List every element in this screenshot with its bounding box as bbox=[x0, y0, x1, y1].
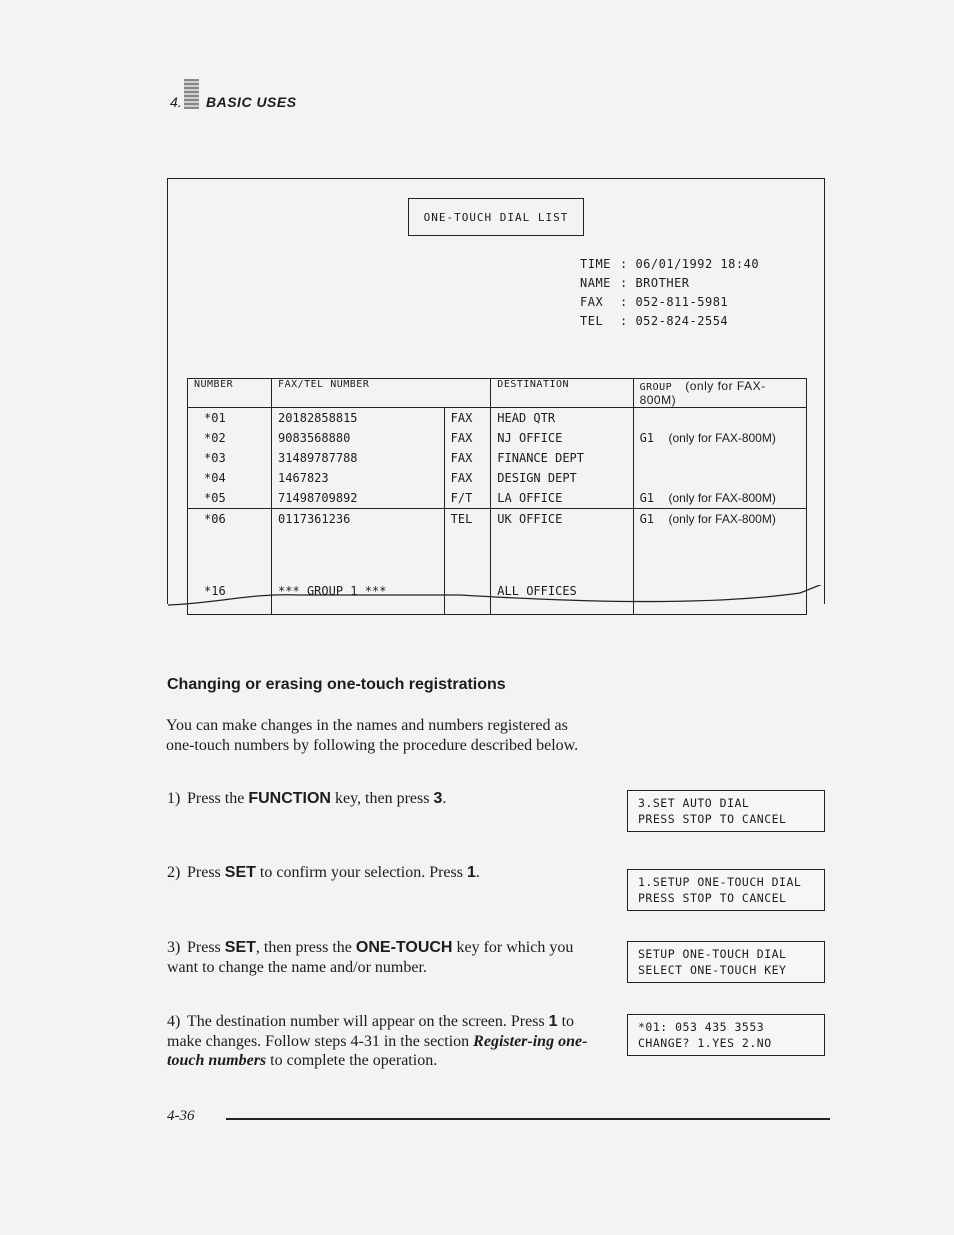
lcd-display bbox=[627, 869, 825, 911]
row-fax-tel-number bbox=[272, 468, 445, 488]
row-fax-tel-number bbox=[272, 448, 445, 468]
step-text-part: key for which you want to change the name and/or number. bbox=[167, 939, 574, 976]
row-fax-tel-number bbox=[272, 509, 445, 530]
step-text-part: , then press the bbox=[255, 939, 356, 956]
section-intro: You can make changes in the names and numbers registered as one-touch numbers by following the procedure described below. bbox=[166, 717, 579, 754]
row-type-text: FAX bbox=[450, 431, 473, 445]
row-fax-tel-number bbox=[272, 488, 445, 509]
info-row bbox=[580, 276, 690, 290]
lcd-line: 3.SET AUTO DIAL bbox=[638, 796, 750, 810]
info-label: FAX bbox=[580, 295, 604, 309]
row-fax-tel-number bbox=[272, 408, 445, 429]
row-fax-tel-number bbox=[272, 428, 445, 448]
lcd-line: CHANGE? 1.YES 2.NO bbox=[638, 1036, 772, 1050]
col-number: NUMBER bbox=[188, 379, 272, 408]
row-group bbox=[633, 488, 806, 509]
step-text bbox=[187, 790, 446, 807]
table-header-row bbox=[188, 379, 807, 408]
row-fax-tel-number-text: 9083568880 bbox=[278, 431, 351, 445]
row-type bbox=[444, 428, 491, 448]
info-row bbox=[580, 257, 759, 271]
printout-title: ONE-TOUCH DIAL LIST bbox=[408, 198, 584, 236]
row-destination-text: LA OFFICE bbox=[497, 491, 563, 505]
step-2 bbox=[167, 863, 597, 883]
step-text-part: to complete the operation. bbox=[266, 1052, 438, 1069]
info-value: 052-824-2554 bbox=[635, 314, 729, 328]
row-type bbox=[444, 468, 491, 488]
row-type bbox=[444, 448, 491, 468]
info-value: 06/01/1992 18:40 bbox=[635, 257, 760, 271]
step-text-part: The destination number will appear on the screen. Press bbox=[187, 1013, 549, 1030]
row-destination bbox=[491, 448, 633, 468]
section-reference: Register-ing one-touch numbers bbox=[167, 1032, 588, 1069]
row-group bbox=[633, 509, 806, 530]
key-name: SET bbox=[224, 864, 256, 881]
row-fax-tel-number bbox=[272, 529, 445, 615]
info-value: 052-811-5981 bbox=[635, 295, 729, 309]
row-destination-text: DESIGN DEPT bbox=[497, 471, 577, 485]
footer-rule bbox=[226, 1118, 830, 1120]
row-fax-tel-number-text: 31489787788 bbox=[278, 451, 358, 465]
row-number bbox=[188, 428, 272, 448]
key-name: FUNCTION bbox=[248, 790, 331, 807]
step-number: 3) bbox=[167, 939, 181, 956]
row-group bbox=[633, 428, 806, 448]
row-type bbox=[444, 408, 491, 429]
info-colon: : bbox=[620, 295, 636, 309]
row-destination bbox=[491, 509, 633, 530]
row-number-text: *05 bbox=[204, 491, 226, 505]
lcd-line: 1.SETUP ONE-TOUCH DIAL bbox=[638, 875, 802, 889]
step-text bbox=[167, 939, 573, 976]
table-row bbox=[188, 509, 807, 530]
step-3 bbox=[167, 938, 597, 977]
row-number bbox=[188, 488, 272, 509]
lcd-line: PRESS STOP TO CANCEL bbox=[638, 891, 787, 905]
step-text-part: Press bbox=[187, 939, 225, 956]
section-title: Changing or erasing one-touch registrations bbox=[167, 676, 506, 693]
row-type bbox=[444, 529, 491, 615]
step-text bbox=[187, 864, 480, 881]
row-destination bbox=[491, 529, 633, 615]
step-1 bbox=[167, 789, 597, 809]
chapter-number: 4. bbox=[170, 94, 182, 110]
lcd-line: SETUP ONE-TOUCH DIAL bbox=[638, 947, 787, 961]
lcd-display bbox=[627, 790, 825, 832]
step-number: 1) bbox=[167, 790, 181, 807]
row-group bbox=[633, 448, 806, 468]
row-destination-text: ALL OFFICES bbox=[497, 584, 577, 598]
key-name: 1 bbox=[548, 1013, 558, 1030]
row-group bbox=[633, 408, 806, 429]
info-value: BROTHER bbox=[635, 276, 690, 290]
row-number-text: *04 bbox=[204, 471, 226, 485]
row-number bbox=[188, 529, 272, 615]
row-number bbox=[188, 468, 272, 488]
lcd-line: SELECT ONE-TOUCH KEY bbox=[638, 963, 787, 977]
lcd-line: *01: 053 435 3553 bbox=[638, 1020, 765, 1034]
row-group bbox=[633, 468, 806, 488]
row-number-text: *02 bbox=[204, 431, 226, 445]
row-type-text: FAX bbox=[450, 411, 473, 425]
col-destination: DESTINATION bbox=[491, 379, 633, 408]
key-name: 3 bbox=[433, 790, 443, 807]
table-row bbox=[188, 448, 807, 468]
col-group: GROUP (only for FAX-800M) bbox=[633, 379, 806, 408]
table-row bbox=[188, 488, 807, 509]
row-number-text: *03 bbox=[204, 451, 226, 465]
step-number: 4) bbox=[167, 1013, 181, 1030]
info-row bbox=[580, 295, 728, 309]
dial-list-table bbox=[187, 378, 807, 615]
row-destination bbox=[491, 468, 633, 488]
table-row bbox=[188, 428, 807, 448]
info-label: NAME bbox=[580, 276, 611, 290]
step-text-part: key, then press bbox=[330, 790, 434, 807]
info-row bbox=[580, 314, 728, 328]
row-destination bbox=[491, 428, 633, 448]
row-fax-tel-number-text: 71498709892 bbox=[278, 491, 358, 505]
row-destination-text: UK OFFICE bbox=[497, 512, 563, 526]
info-colon: : bbox=[620, 276, 636, 290]
key-name: SET bbox=[224, 939, 256, 956]
row-type-text: TEL bbox=[450, 512, 473, 526]
info-label: TEL bbox=[580, 314, 604, 328]
row-destination bbox=[491, 408, 633, 429]
row-number bbox=[188, 509, 272, 530]
row-type bbox=[444, 509, 491, 530]
col-fax-tel: FAX/TEL NUMBER bbox=[272, 379, 491, 408]
row-type-text: FAX bbox=[450, 451, 473, 465]
row-fax-tel-number-text: 20182858815 bbox=[278, 411, 358, 425]
table-row bbox=[188, 408, 807, 429]
lcd-line: PRESS STOP TO CANCEL bbox=[638, 812, 787, 826]
step-4 bbox=[167, 1012, 597, 1071]
step-text-part: . bbox=[442, 790, 447, 807]
step-number: 2) bbox=[167, 864, 181, 881]
row-fax-tel-number-text: 0117361236 bbox=[278, 512, 351, 526]
row-group-note: (only for FAX-800M) bbox=[668, 491, 776, 505]
row-fax-tel-number-text: *** GROUP 1 *** bbox=[278, 584, 387, 598]
step-text bbox=[167, 1013, 587, 1069]
lcd-display bbox=[627, 941, 825, 983]
row-destination-text: HEAD QTR bbox=[497, 411, 556, 425]
info-label: TIME bbox=[580, 257, 611, 271]
row-group-note: (only for FAX-800M) bbox=[668, 512, 776, 526]
step-text-part: to confirm your selection. Press bbox=[255, 864, 467, 881]
row-number bbox=[188, 448, 272, 468]
row-group bbox=[633, 529, 806, 615]
row-number bbox=[188, 408, 272, 429]
info-colon: : bbox=[620, 257, 636, 271]
lcd-display bbox=[627, 1014, 825, 1056]
row-type-text: FAX bbox=[450, 471, 473, 485]
row-type bbox=[444, 488, 491, 509]
row-number-text: *16 bbox=[204, 584, 226, 598]
row-destination-text: NJ OFFICE bbox=[497, 431, 563, 445]
row-group-code: G1 bbox=[639, 491, 655, 505]
key-name: ONE-TOUCH bbox=[355, 939, 453, 956]
row-destination bbox=[491, 488, 633, 509]
step-text-part: . bbox=[475, 864, 480, 881]
row-destination-text: FINANCE DEPT bbox=[497, 451, 584, 465]
row-number-text: *06 bbox=[204, 512, 226, 526]
row-type-text: F/T bbox=[450, 491, 473, 505]
step-text-part: to make changes. Follow steps 4-31 in the section bbox=[167, 1013, 575, 1050]
step-text-part: Press the bbox=[187, 790, 249, 807]
row-fax-tel-number-text: 1467823 bbox=[278, 471, 329, 485]
chapter-tab-marker bbox=[184, 79, 199, 109]
key-name: 1 bbox=[466, 864, 476, 881]
row-group-code: G1 bbox=[639, 512, 655, 526]
row-group-code: G1 bbox=[639, 431, 655, 445]
row-group-note: (only for FAX-800M) bbox=[668, 431, 776, 445]
table-row bbox=[188, 468, 807, 488]
chapter-title: BASIC USES bbox=[206, 94, 297, 110]
page-number: 4-36 bbox=[167, 1108, 195, 1124]
row-number-text: *01 bbox=[204, 411, 226, 425]
step-text-part: Press bbox=[187, 864, 225, 881]
table-row bbox=[188, 529, 807, 615]
info-colon: : bbox=[620, 314, 636, 328]
